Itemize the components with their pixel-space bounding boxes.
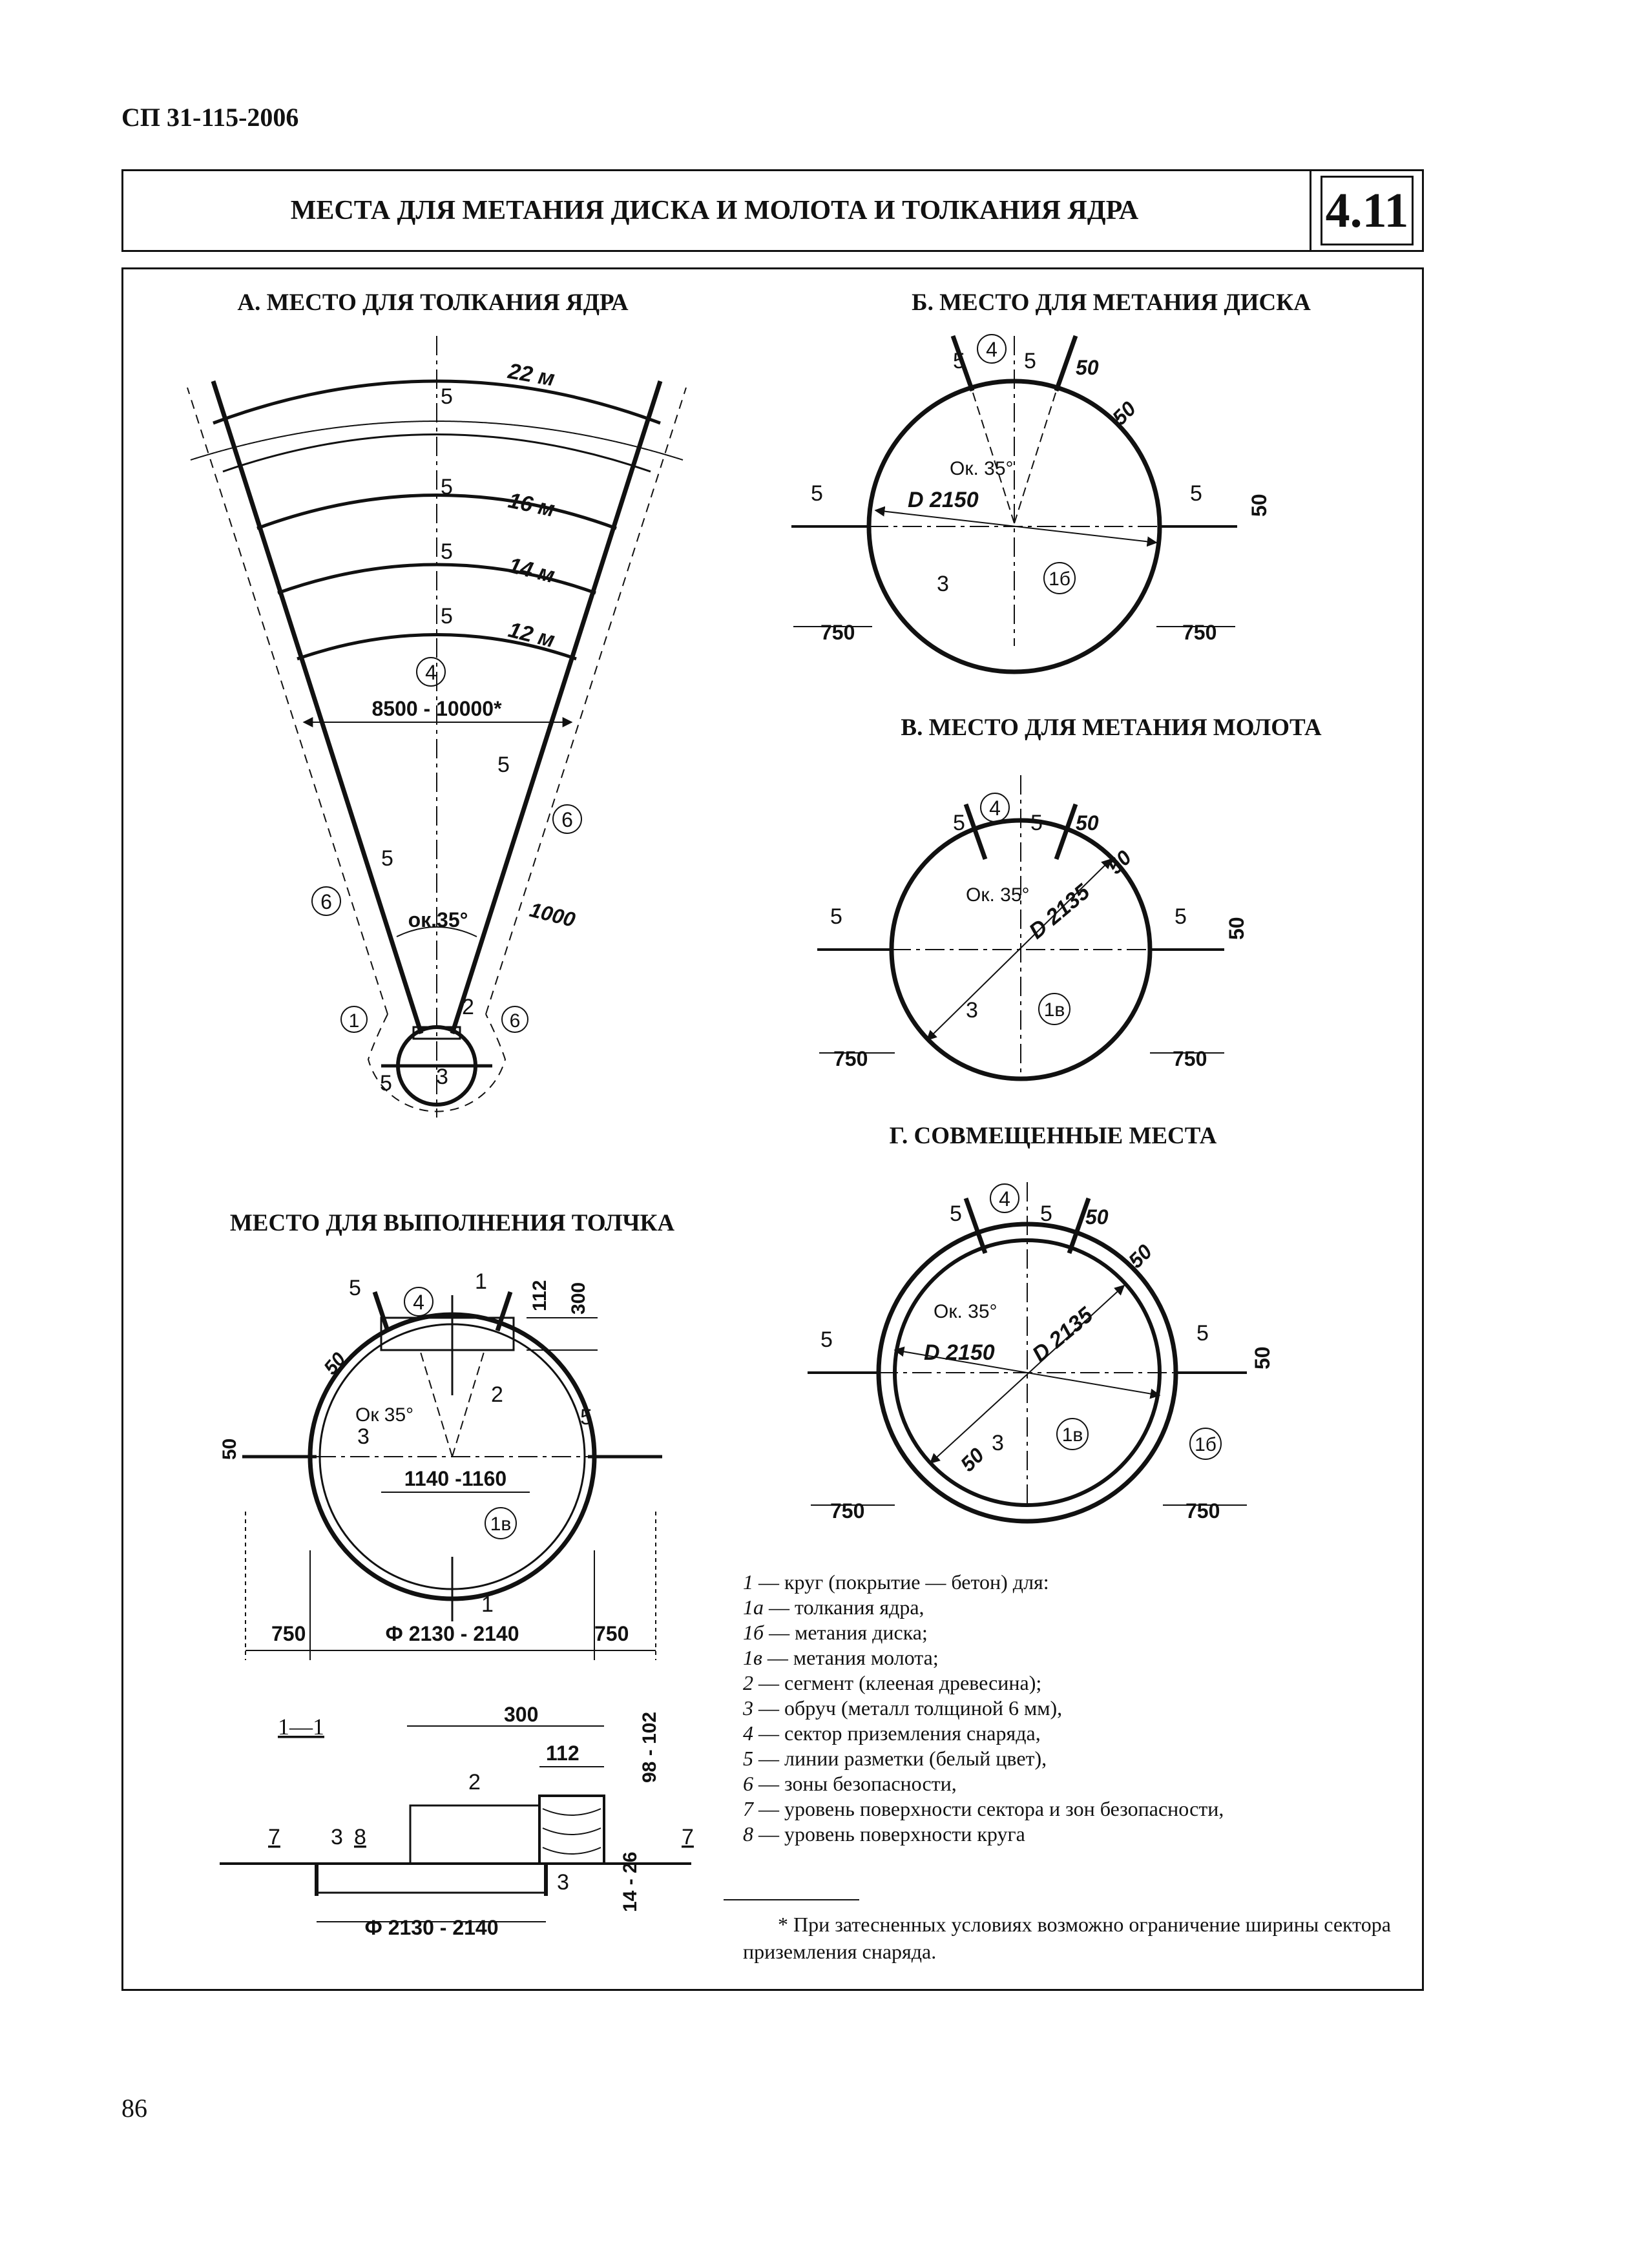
label-combined-dia-inner: D 2135 (1027, 1302, 1098, 1368)
svg-text:5: 5 (953, 811, 965, 835)
svg-text:1б: 1б (1195, 1434, 1217, 1455)
svg-text:1в: 1в (490, 1514, 512, 1535)
svg-text:50: 50 (1251, 1346, 1274, 1369)
svg-text:3: 3 (966, 998, 978, 1023)
svg-text:4: 4 (986, 338, 997, 361)
svg-text:Ок. 35°: Ок. 35° (934, 1301, 997, 1322)
panel-put-circle-title: МЕСТО ДЛЯ ВЫПОЛНЕНИЯ ТОЛЧКА (229, 1210, 675, 1236)
svg-text:750: 750 (1182, 621, 1217, 644)
svg-text:750: 750 (833, 1047, 868, 1070)
panel-shot-put-title: А. МЕСТО ДЛЯ ТОЛКАНИЯ ЯДРА (237, 289, 629, 316)
svg-text:5: 5 (1030, 811, 1043, 835)
svg-text:5: 5 (1040, 1202, 1052, 1226)
svg-text:750: 750 (1173, 1047, 1207, 1070)
svg-text:1: 1 (475, 1269, 487, 1294)
legend-item: 1 — круг (покрытие — бетон) для: (743, 1570, 1049, 1594)
svg-text:750: 750 (271, 1622, 306, 1645)
svg-text:50: 50 (1248, 494, 1271, 517)
svg-text:5: 5 (441, 384, 453, 409)
svg-text:3: 3 (357, 1424, 370, 1449)
svg-text:50: 50 (1085, 1205, 1109, 1229)
legend-item: 1в — метания молота; (743, 1646, 939, 1669)
svg-text:4: 4 (413, 1291, 424, 1314)
label-hammer-dia: D 2135 (1024, 879, 1095, 944)
label-16m: 16 м (506, 488, 558, 522)
panel-hammer (817, 714, 1322, 1079)
svg-text:50: 50 (956, 1443, 989, 1476)
svg-text:5: 5 (811, 481, 823, 506)
svg-text:8: 8 (354, 1825, 366, 1849)
legend-item: 2 — сегмент (клееная древесина); (743, 1671, 1042, 1694)
svg-text:4: 4 (989, 796, 1001, 820)
svg-text:5: 5 (580, 1405, 592, 1430)
svg-text:6: 6 (320, 890, 332, 913)
svg-text:112: 112 (529, 1280, 550, 1311)
legend-item: 4 — сектор приземления снаряда, (743, 1722, 1041, 1745)
svg-text:3: 3 (331, 1825, 343, 1849)
svg-text:3: 3 (436, 1065, 448, 1089)
svg-text:1б: 1б (1049, 568, 1070, 590)
svg-text:50: 50 (320, 1348, 350, 1379)
svg-text:2: 2 (491, 1382, 503, 1407)
legend-item: 8 — уровень поверхности круга (743, 1822, 1025, 1846)
svg-text:5: 5 (381, 846, 393, 871)
legend-item: 1б — метания диска; (743, 1621, 928, 1644)
section-1-1 (220, 1703, 694, 1939)
label-angle: ок.35° (408, 908, 468, 931)
svg-text:98 - 102: 98 - 102 (639, 1711, 660, 1783)
svg-text:5: 5 (1024, 349, 1036, 373)
panel-put-circle (219, 1210, 674, 1660)
footnote-rule (724, 1899, 859, 1900)
panel-discus (791, 289, 1311, 672)
panel-combined-title: Г. СОВМЕЩЕННЫЕ МЕСТА (889, 1123, 1217, 1149)
svg-text:1в: 1в (1061, 1424, 1083, 1446)
legend (743, 1570, 1402, 1847)
sheet-number: 4.11 (1316, 171, 1418, 250)
panel-hammer-title: В. МЕСТО ДЛЯ МЕТАНИЯ МОЛОТА (901, 714, 1322, 741)
svg-text:6: 6 (509, 1010, 521, 1032)
svg-text:112: 112 (546, 1742, 580, 1765)
label-combined-dia-outer: D 2150 (924, 1340, 995, 1365)
svg-text:5: 5 (950, 1202, 962, 1226)
svg-text:50: 50 (219, 1438, 240, 1460)
legend-item: 6 — зоны безопасности, (743, 1772, 957, 1795)
page-number: 86 (121, 2094, 147, 2123)
label-put-dia: Ф 2130 - 2140 (385, 1622, 519, 1645)
svg-text:Ок. 35°: Ок. 35° (966, 884, 1030, 906)
svg-text:5: 5 (820, 1327, 833, 1352)
svg-text:50: 50 (1123, 1240, 1157, 1273)
svg-text:3: 3 (992, 1431, 1004, 1455)
label-section-dia: Ф 2130 - 2140 (364, 1916, 499, 1939)
svg-text:1в: 1в (1043, 999, 1065, 1021)
svg-text:5: 5 (441, 475, 453, 499)
panel-combined (808, 1123, 1274, 1523)
svg-text:7: 7 (268, 1825, 280, 1849)
svg-text:750: 750 (830, 1499, 865, 1523)
label-sector-width: 8500 - 10000* (371, 697, 502, 720)
label-offset-1000: 1000 (527, 897, 578, 932)
svg-text:5: 5 (830, 904, 842, 929)
label-12m: 12 м (506, 617, 558, 653)
sheet-title: МЕСТА ДЛЯ МЕТАНИЯ ДИСКА И МОЛОТА И ТОЛКАНИЯ ЯДРА (290, 196, 1139, 225)
svg-text:300: 300 (504, 1703, 539, 1726)
svg-text:50: 50 (1076, 356, 1099, 379)
svg-text:Ок. 35°: Ок. 35° (950, 458, 1014, 479)
svg-text:50: 50 (1107, 397, 1141, 430)
svg-text:5: 5 (1175, 904, 1187, 929)
label-22m: 22 м (506, 359, 557, 391)
svg-text:750: 750 (820, 621, 855, 644)
svg-text:300: 300 (568, 1282, 589, 1315)
svg-text:5: 5 (349, 1276, 361, 1300)
svg-text:5: 5 (441, 539, 453, 564)
svg-text:50: 50 (1076, 811, 1099, 835)
svg-text:750: 750 (594, 1622, 629, 1645)
svg-text:5: 5 (441, 604, 453, 629)
svg-text:5: 5 (1190, 481, 1202, 506)
marker-4-sector: 4 (425, 661, 437, 684)
svg-text:50: 50 (1103, 846, 1136, 879)
svg-text:5: 5 (1196, 1321, 1209, 1346)
panel-discus-title: Б. МЕСТО ДЛЯ МЕТАНИЯ ДИСКА (912, 289, 1311, 316)
svg-text:3: 3 (557, 1870, 569, 1895)
svg-text:1: 1 (481, 1592, 494, 1617)
legend-item: 1а — толкания ядра, (743, 1596, 924, 1619)
svg-text:4: 4 (999, 1187, 1010, 1211)
svg-text:5: 5 (497, 753, 510, 777)
legend-item: 3 — обруч (металл толщиной 6 мм), (743, 1696, 1063, 1720)
svg-text:1: 1 (348, 1010, 360, 1032)
legend-item: 5 — линии разметки (белый цвет), (743, 1747, 1047, 1770)
label-board-length: 1140 -1160 (404, 1467, 507, 1490)
legend-item: 7 — уровень поверхности сектора и зон безопасности, (743, 1797, 1224, 1820)
svg-text:7: 7 (682, 1825, 694, 1849)
panel-shot-put (187, 289, 686, 1118)
svg-text:750: 750 (1185, 1499, 1220, 1523)
footnote: * При затесненных условиях возможно ограничение ширины сектора приземления снаряда. (743, 1913, 1391, 1963)
label-14m: 14 м (506, 552, 558, 588)
svg-text:2: 2 (462, 995, 474, 1019)
segment-block (410, 1805, 539, 1864)
document-code: СП 31-115-2006 (121, 103, 299, 132)
section-label: 1—1 (278, 1714, 324, 1740)
svg-text:Ок 35°: Ок 35° (355, 1404, 414, 1426)
svg-text:6: 6 (561, 808, 573, 831)
label-discus-dia: D 2150 (908, 488, 979, 512)
svg-text:5: 5 (380, 1071, 392, 1096)
svg-text:50: 50 (1225, 917, 1248, 940)
svg-text:14 - 26: 14 - 26 (620, 1851, 641, 1912)
svg-text:5: 5 (953, 349, 965, 373)
svg-text:2: 2 (468, 1770, 481, 1795)
svg-text:3: 3 (937, 572, 949, 596)
